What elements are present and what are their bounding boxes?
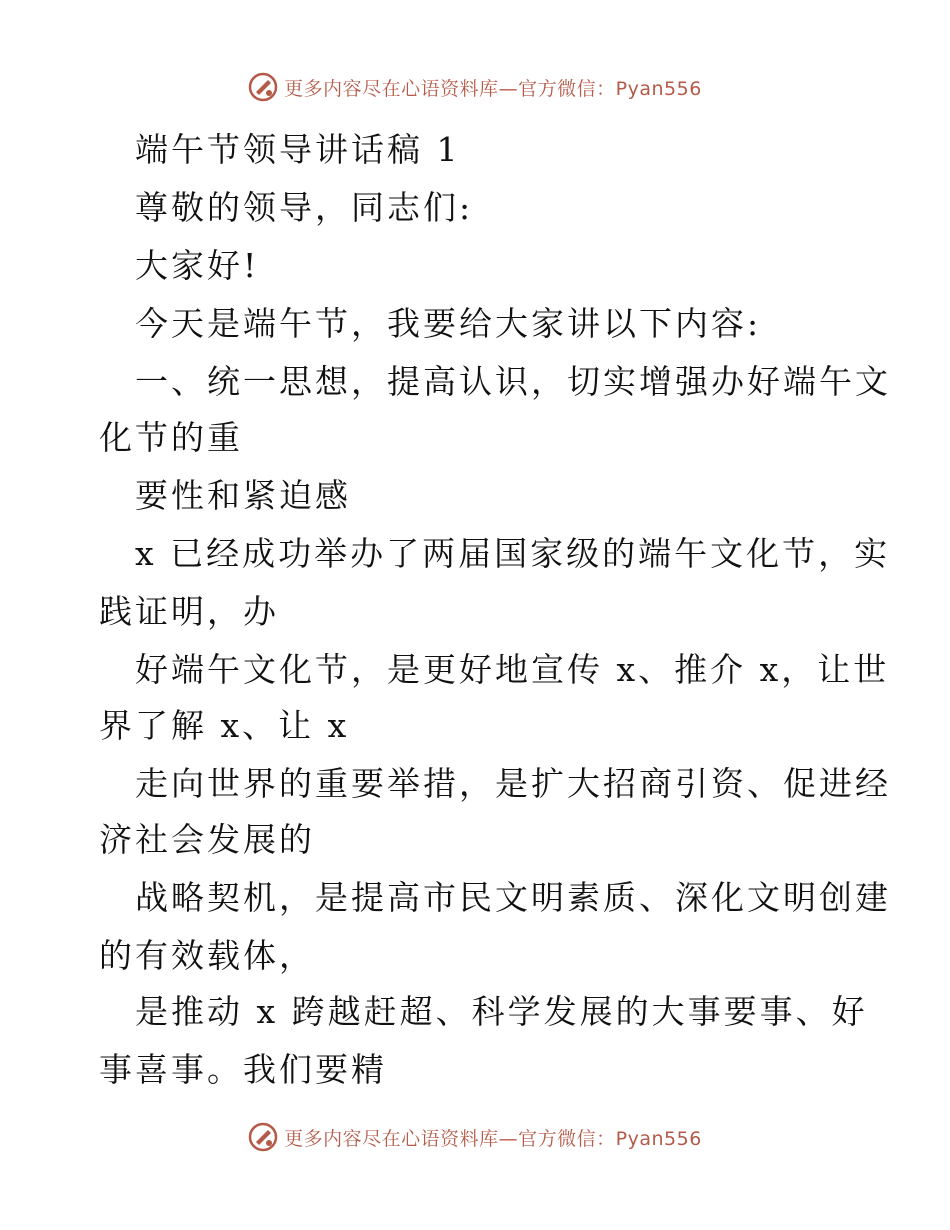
text-line: 界了解 x、让 x bbox=[99, 706, 350, 745]
text-line: 济社会发展的 bbox=[99, 820, 315, 859]
footer-watermark bbox=[0, 1122, 950, 1152]
section-heading: 一、统一思想，提高认识，切实增强办好端午文 bbox=[135, 362, 891, 401]
text-line: x 已经成功举办了两届国家级的端午文化节，实 bbox=[135, 534, 891, 573]
text-line: 践证明，办 bbox=[99, 592, 279, 631]
section-heading-wrap: 化节的重 bbox=[99, 418, 243, 457]
text-line: 是推动 x 跨越赶超、科学发展的大事要事、好 bbox=[135, 992, 868, 1031]
text-line: 事喜事。我们要精 bbox=[99, 1050, 387, 1089]
text-line: 走向世界的重要举措，是扩大招商引资、促进经 bbox=[135, 764, 891, 803]
text-line: 今天是端午节，我要给大家讲以下内容: bbox=[135, 304, 762, 343]
logo-seal-icon bbox=[248, 1122, 278, 1152]
logo-seal-icon bbox=[248, 72, 278, 102]
watermark-text: 更多内容尽在心语资料库—官方微信：Pyan556 bbox=[284, 1127, 702, 1150]
text-line: 的有效载体， bbox=[99, 936, 315, 975]
document-title: 端午节领导讲话稿 1 bbox=[135, 130, 461, 169]
text-line: 要性和紧迫感 bbox=[135, 476, 351, 515]
greeting: 大家好! bbox=[135, 246, 260, 285]
watermark-text: 更多内容尽在心语资料库—官方微信：Pyan556 bbox=[284, 77, 702, 100]
salutation: 尊敬的领导，同志们: bbox=[135, 188, 474, 227]
text-line: 好端午文化节，是更好地宣传 x、推介 x，让世 bbox=[135, 650, 890, 689]
text-line: 战略契机，是提高市民文明素质、深化文明创建 bbox=[135, 878, 891, 917]
header-watermark bbox=[0, 72, 950, 102]
